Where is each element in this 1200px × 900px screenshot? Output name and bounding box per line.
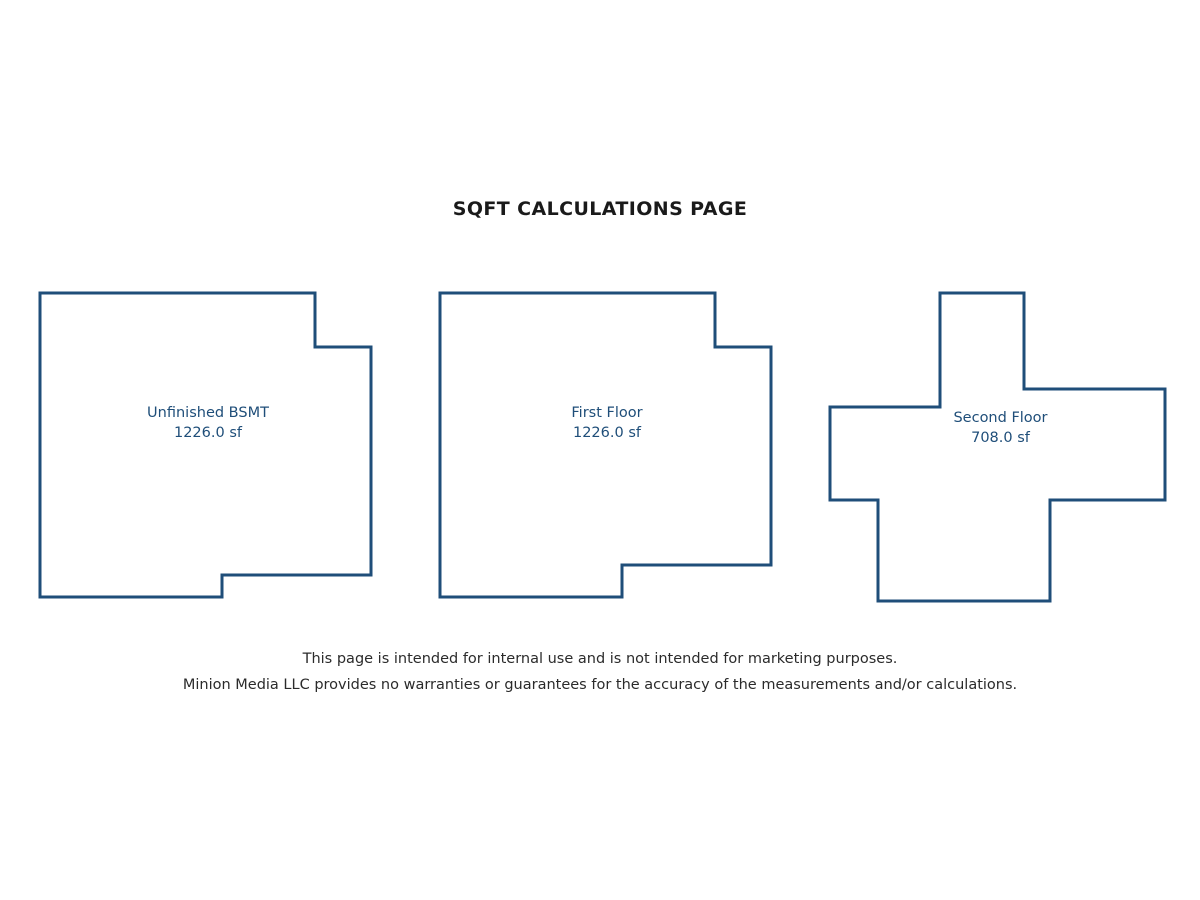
floorplan-first-floor bbox=[438, 285, 778, 605]
floorplan-label-second bbox=[828, 408, 1173, 448]
disclaimer-line-2: Minion Media LLC provides no warranties or guarantees for the accuracy of the measurements and/or calculations. bbox=[182, 677, 1018, 693]
page-title: SQFT CALCULATIONS PAGE bbox=[452, 198, 748, 220]
floorplan-outline-bsmt bbox=[38, 285, 378, 605]
floorplan-name: Second Floor bbox=[953, 410, 1048, 426]
floorplan-outline-first bbox=[438, 285, 778, 605]
disclaimer bbox=[0, 646, 1200, 698]
floorplan-name: Unfinished BSMT bbox=[147, 405, 269, 421]
floorplan-group bbox=[0, 285, 1200, 615]
floorplan-outline-second bbox=[828, 285, 1173, 615]
floorplan-area: 708.0 sf bbox=[971, 430, 1030, 446]
floorplan-name: First Floor bbox=[571, 405, 643, 421]
floorplan-unfinished-bsmt bbox=[38, 285, 378, 605]
floorplan-second-floor bbox=[828, 285, 1173, 615]
floorplan-area: 1226.0 sf bbox=[173, 425, 242, 441]
bsmt-outline-path bbox=[40, 293, 371, 597]
disclaimer-line-1: This page is intended for internal use and is not intended for marketing purposes. bbox=[302, 651, 898, 667]
floorplan-label-first bbox=[438, 403, 776, 443]
floorplan-label-bsmt bbox=[38, 403, 378, 443]
floorplan-area: 1226.0 sf bbox=[572, 425, 641, 441]
first-floor-outline-path bbox=[440, 293, 771, 597]
